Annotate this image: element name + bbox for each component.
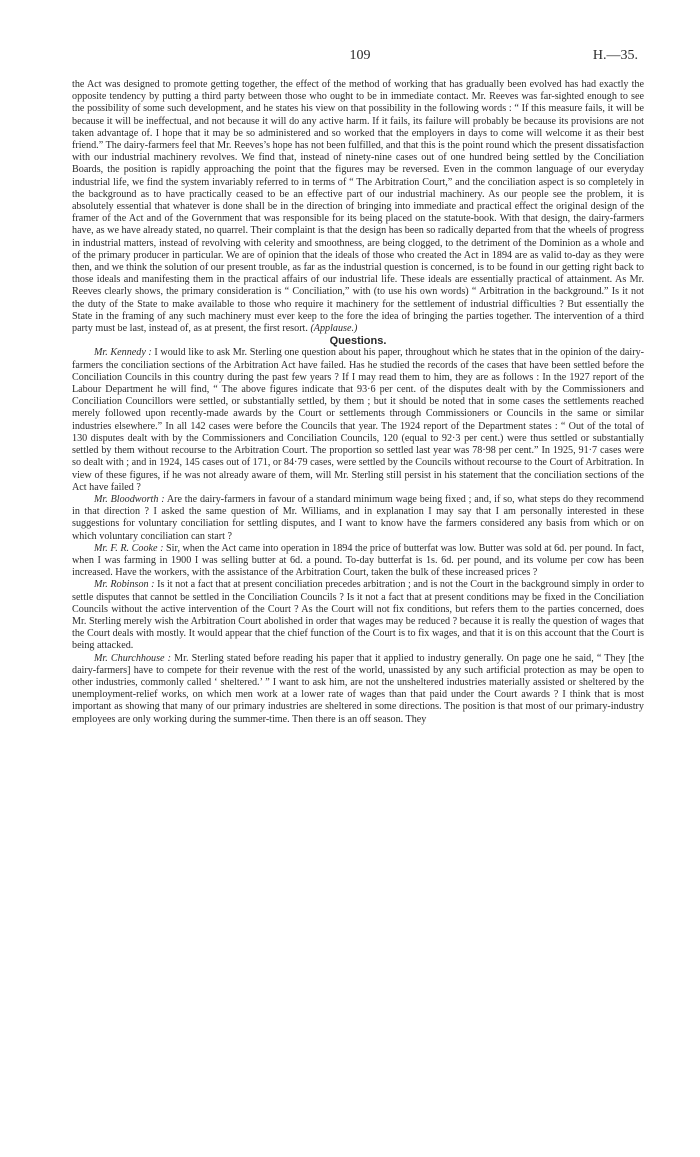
question-text: Is it not a fact that at present conciliation precedes arbitration ; and is not the Court in the background simply in order to settle disputes that cannot be settled in the Conciliation Councils ? Is it not a fact that at present conditions may be fixed in the Conciliation Councils without the active intervention of the Court ? As the Court will not fix conditions, but refers them to the parties concerned, does Mr. Sterling merely wish the Arbitration Court abolished in order that wages may be reduced ? because it is really the question of wages that the Court deals with mostly. It would appear that the chief function of the Court is to fix wages, and that it is on this account that the Court is being attacked. (72, 579, 645, 652)
question-text: Are the dairy-farmers in favour of a standard minimum wage being fixed ; and, if so, what steps do they recommend in that direction ? I asked the same question of Mr. Williams, and in explanation I may say that I am personally interested in these suggestions for voluntary conciliation for settling disputes, and I want to know have the farmers considered any basis from which or on which voluntary conciliation can start ? (72, 493, 644, 542)
question-paragraph (72, 579, 644, 652)
document-reference: H.—35. (592, 48, 638, 63)
question-paragraph (72, 543, 644, 580)
question-text: I would like to ask Mr. Sterling one question about his paper, throughout which he states that in the opinion of the dairy-farmers the conciliation sections of the Arbitration Act have failed. Has he studied the records of the cases that have been settled before the Conciliation Councils in this country during the past few years ? If I may read them to him, they are as follows : In the 1927 report of the Labour Department he will find, “ The above figures indicate that 93·6 per cent. of the disputes dealt with by the Commissioners and Conciliation Councillors were settled, or substantially settled, by them ; but it should be noted that in some cases the settlements reached merely followed upon recently-made awards by the Court or settlements through Commissioners or Councils in the same or similar industries elsewhere.” In all 142 cases were before the Councils that year. The 1924 report of the Department states : “ Out of the total of 130 disputes dealt with by the Commissioners and Conciliation Councils, 120 (equal to 92·3 per cent.) were thus settled or substantially settled by them without recourse to the Arbitration Court. The proportion so settled last year was 78·98 per cent.” In 1925, 91·7 cases were so dealt with ; and in 1924, 145 cases out of 171, or 84·79 cases, were settled by the Councils without recourse to the Court of Arbitration. In view of these figures, if he was not already aware of them, will Mr. Sterling still persist in his statement that the conciliation sections of the Act have failed ? (72, 347, 644, 493)
question-text: Sir, when the Act came into operation in 1894 the price of butterfat was low. Butter was sold at 6d. per pound. In fact, when I was farming in 1900 I was selling butter at 6d. a pound. To-day butterfat is 1s. 6d. per pound, and its volume per cow has been increased. Have the workers, with the assistance of the Arbitration Court, taken the bulk of these increased prices ? (72, 542, 644, 579)
section-heading: Questions. (329, 335, 387, 348)
speaker-name: Mr. Churchhouse : (94, 652, 172, 664)
page-number: 109 (349, 48, 371, 63)
question-text: Mr. Sterling stated before reading his paper that it applied to industry generally. On page one he said, “ They [the dairy-farmers] have to compete for their revenue with the rest of the world, unassisted by any such artificial protection as may be open to other industries, commonly called ‘ sheltered.’ ” I want to ask him, are not the unsheltered industries materially assisted or sheltered by the unemployment-relief works, on which men work at a lower rate of wages than that paid under the Court awards ? I think that is most important as showing that many of our primary industries are sheltered in some directions. The position is that most of our primary-industry employees are only working during the summer-time. Then there is an off season. They (72, 652, 644, 725)
question-paragraph (72, 347, 644, 493)
speaker-name: Mr. Robinson : (94, 579, 155, 591)
question-paragraph (72, 653, 644, 726)
speaker-name: Mr. Kennedy : (94, 347, 152, 359)
speaker-name: Mr. F. R. Cooke : (94, 542, 164, 554)
intro-paragraph (72, 79, 644, 335)
intro-text: the Act was designed to promote getting together, the effect of the method of working that has gradually been evolved has had exactly the opposite tendency by putting a third party between those who ought to be in immediate contact. Mr. Reeves was far-sighted enough to see the possibility of some such development, and he states his view on that possibility in the following words : “ If this measure fails, it will be because it will be ineffectual, and not because it will do any active harm. If it fails, its failure will probably be because its provisions are not taken advantage of. I hope that it may be so administered and so worked that the employers in days to come will welcome it as their best friend.” The dairy-farmers feel that Mr. Reeves’s hope has not been fulfilled, and that this is the point round which the present dissatisfaction with our industrial machinery revolves. We find that, instead of ninety-nine cases out of one hundred being settled by the Conciliation Boards, the position is rapidly approaching the point that the figures may be reversed. Even in the common language of our everyday industrial life, we find the system invariably referred to in terms of “ The Arbitration Court,” and the conciliation aspect is so completely in the background as to have practically ceased to be an effective part of our industrial machinery. As our people see the problem, it is absolutely essential that whatever is done shall be in the direction of bringing into immediate and practical effect the original design of the framer of the Act and of the Government that was responsible for its being placed on the statute-book. With that design, the dairy-farmers have, as we have already stated, no quarrel. Their complaint is that the design has been so radically departed from that the wheels of progress in industrial matters, instead of revolving with celerity and smoothness, are being clogged, to the detriment of the Dominion as a whole and of the primary producer in particular. We are of opinion that the ideals of those who created the Act in 1894 are as valid to-day as they were then, and we think the solution of our present trouble, as far as the industrial question is concerned, is to be found in our getting right back to those ideals and manifesting them in the practical affairs of our industrial life. These ideals are essentially practical of attainment. As Mr. Reeves clearly shows, the primary consideration is “ Conciliation,” with (to use his own words) “ Arbitration in the background.” Is it not the duty of the State to make available to those who require it machinery for the settlement of industrial difficulties ? But essentially the State in the framing of any such machinery must ever keep to the fore the idea of bringing the parties together. The intervention of a third party must be last, instead of, as at present, the first resort. (72, 79, 644, 335)
page-body (72, 79, 644, 726)
applause-note: (Applause.) (310, 323, 358, 335)
speaker-name: Mr. Bloodworth : (94, 493, 165, 505)
question-paragraph (72, 494, 644, 543)
